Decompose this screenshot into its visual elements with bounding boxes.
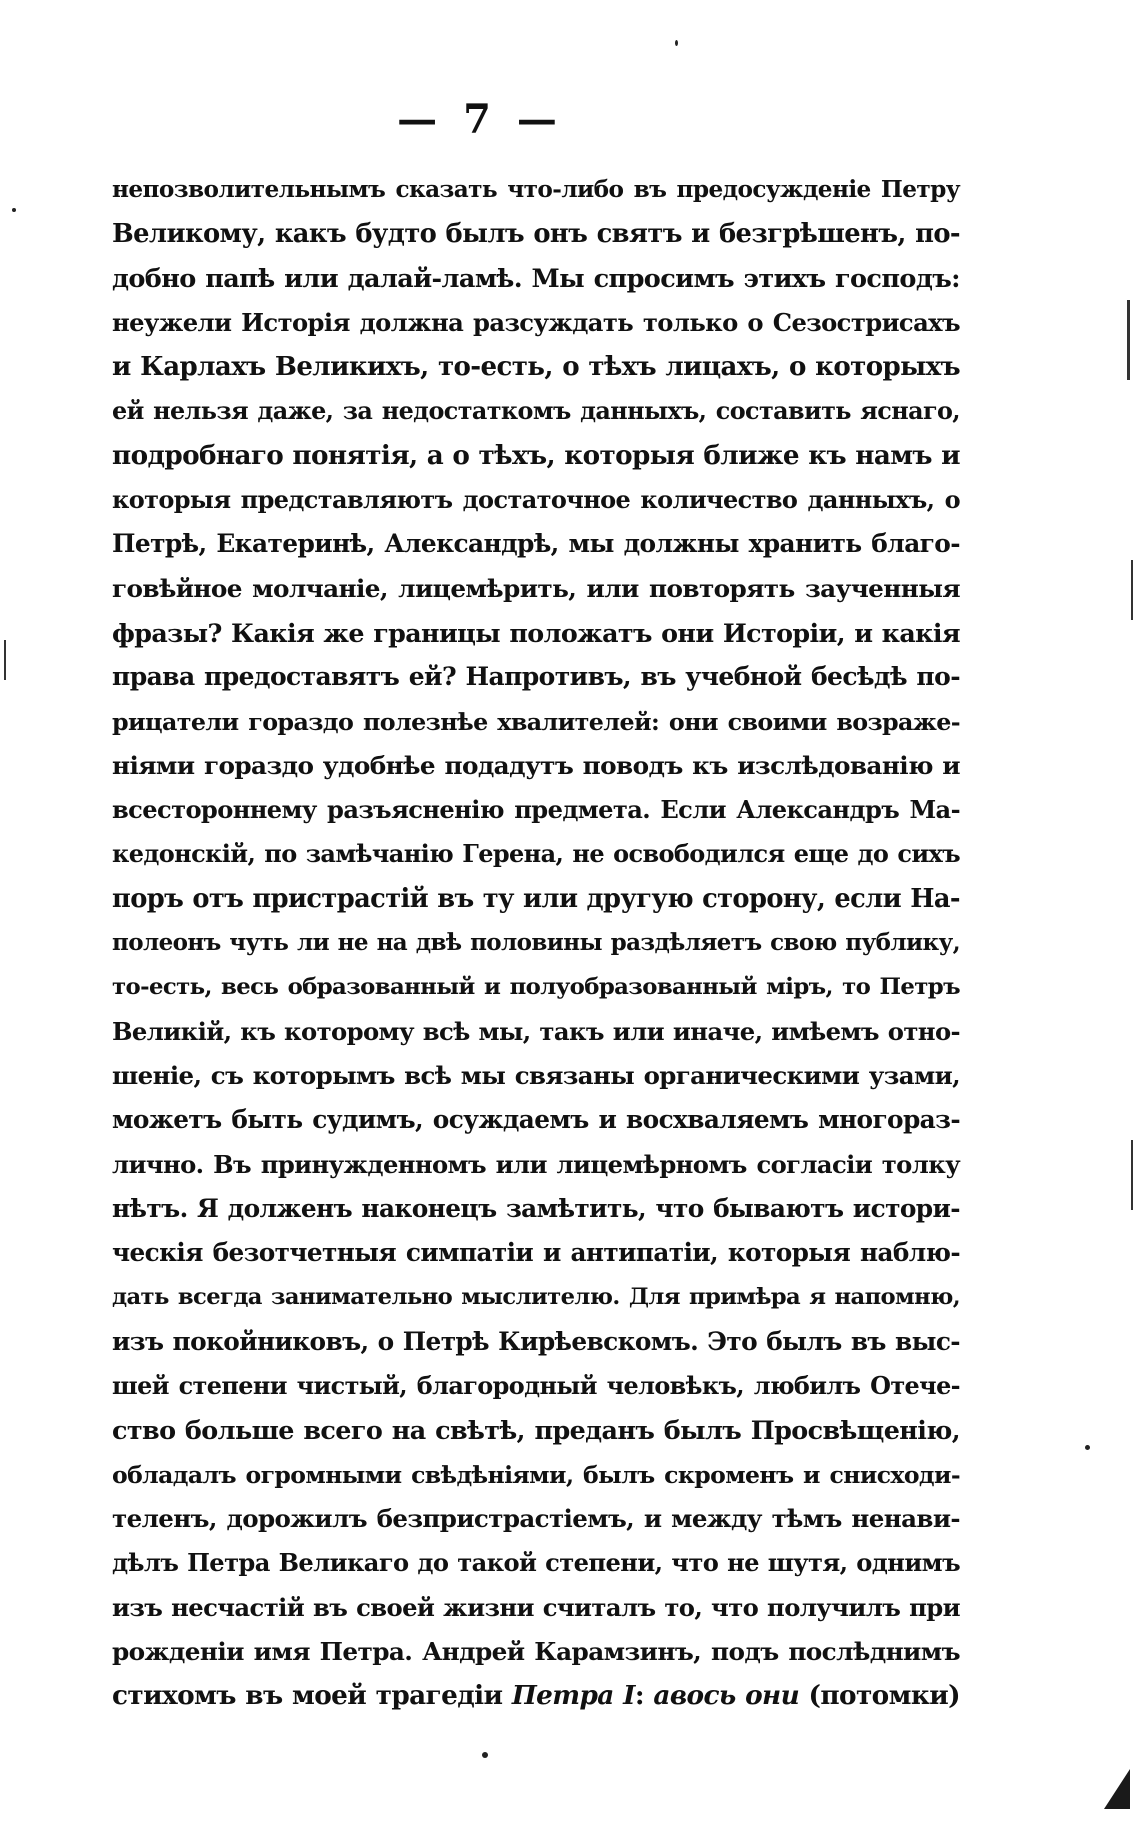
scan-speck (675, 40, 678, 46)
text-line: шей степени чистый, благородный человѣкъ, любилъ Отече- (112, 1372, 960, 1401)
text-line: и Карлахъ Великихъ, то-есть, о тѣхъ лицахъ, о которыхъ (112, 352, 960, 383)
text-line: лично. Въ принужденномъ или лицемѣрномъ согласіи толку (112, 1149, 960, 1179)
text-line: нѣтъ. Я долженъ наконецъ замѣтить, что бываютъ истори- (112, 1193, 960, 1223)
text-line: ство больше всего на свѣтѣ, преданъ былъ Просвѣщенію, (112, 1415, 960, 1446)
scan-margin-mark (1127, 300, 1130, 380)
text-run: стихомъ въ моей трагедіи (112, 1680, 512, 1712)
text-line: всестороннему разъясненію предмета. Если Александръ Ма- (112, 795, 960, 825)
text-run: (потомки) (799, 1680, 960, 1712)
italic-phrase: авось они (653, 1680, 800, 1712)
text-line: права предоставятъ ей? Напротивъ, въ учебной бесѣдѣ по- (112, 662, 960, 692)
body-text (112, 168, 960, 1718)
text-line: обладалъ огромными свѣдѣніями, былъ скроменъ и снисходи- (112, 1460, 960, 1489)
text-line: поръ отъ пристрастій въ ту или другую сторону, если На- (112, 883, 960, 914)
text-line: изъ несчастій въ своей жизни считалъ то, что получилъ при (112, 1592, 960, 1622)
text-line: говѣйное молчаніе, лицемѣрить, или повторять заученныя (112, 573, 960, 603)
text-line: добно папѣ или далай-ламѣ. Мы спросимъ этихъ господъ: (112, 263, 960, 294)
text-line: ческія безотчетныя симпатіи и антипатіи, которыя наблю- (112, 1238, 960, 1268)
text-line: Петрѣ, Екатеринѣ, Александрѣ, мы должны хранить благо- (112, 529, 960, 559)
text-line: Великій, къ которому всѣ мы, такъ или иначе, имѣемъ отно- (112, 1016, 960, 1046)
text-line: ей нельзя даже, за недостаткомъ данныхъ, составить яснаго, (112, 397, 960, 426)
page-corner-mark (1104, 1769, 1130, 1809)
scan-margin-mark (1131, 1140, 1133, 1210)
scan-speck (12, 208, 16, 212)
text-line: непозволительнымъ сказать что-либо въ предосужденіе Петру (112, 176, 960, 203)
text-line: полеонъ чуть ли не на двѣ половины раздѣляетъ свою публику, (112, 929, 960, 957)
text-line: рицатели гораздо полезнѣе хвалителей: они своими возраже- (112, 707, 960, 736)
italic-title: Петра I (511, 1680, 635, 1712)
page-number: — 7 — (397, 96, 563, 143)
text-line: фразы? Какія же границы положатъ они Исторіи, и какія (112, 617, 960, 648)
text-line: дѣлъ Петра Великаго до такой степени, что не шутя, однимъ (112, 1548, 960, 1578)
text-line: подробнаго понятія, а о тѣхъ, которыя ближе къ намъ и (112, 439, 960, 471)
text-line: можетъ быть судимъ, осуждаемъ и восхваляемъ многораз- (112, 1105, 960, 1135)
text-line: теленъ, дорожилъ безпристрастіемъ, и между тѣмъ ненави- (112, 1503, 960, 1533)
text-line: то-есть, весь образованный и полуобразованный міръ, то Петръ (112, 974, 960, 1001)
text-line: изъ покойниковъ, о Петрѣ Кирѣевскомъ. Это былъ въ выс- (112, 1326, 960, 1356)
text-line-last (112, 1674, 960, 1718)
text-run: : (634, 1680, 654, 1712)
text-line: рожденіи имя Петра. Андрей Карамзинъ, подъ послѣднимъ (112, 1636, 960, 1666)
text-line: дать всегда занимательно мыслителю. Для примѣра я напомню, (112, 1284, 960, 1311)
text-line: кедонскій, по замѣчанію Герена, не освободился еще до сихъ (112, 839, 960, 869)
text-line: которыя представляютъ достаточное количество данныхъ, о (112, 485, 960, 515)
text-line: Великому, какъ будто былъ онъ святъ и безгрѣшенъ, по- (112, 219, 960, 250)
scan-margin-mark (1131, 560, 1133, 620)
scan-margin-mark (4, 640, 6, 680)
scan-speck (482, 1752, 488, 1758)
text-line: неужели Исторія должна разсуждать только о Сезострисахъ (112, 307, 960, 337)
text-line: ніями гораздо удобнѣе подадутъ поводъ къ изслѣдованію и (112, 750, 960, 780)
scan-speck (1085, 1445, 1090, 1450)
text-line: шеніе, съ которымъ всѣ мы связаны органическими узами, (112, 1060, 960, 1090)
